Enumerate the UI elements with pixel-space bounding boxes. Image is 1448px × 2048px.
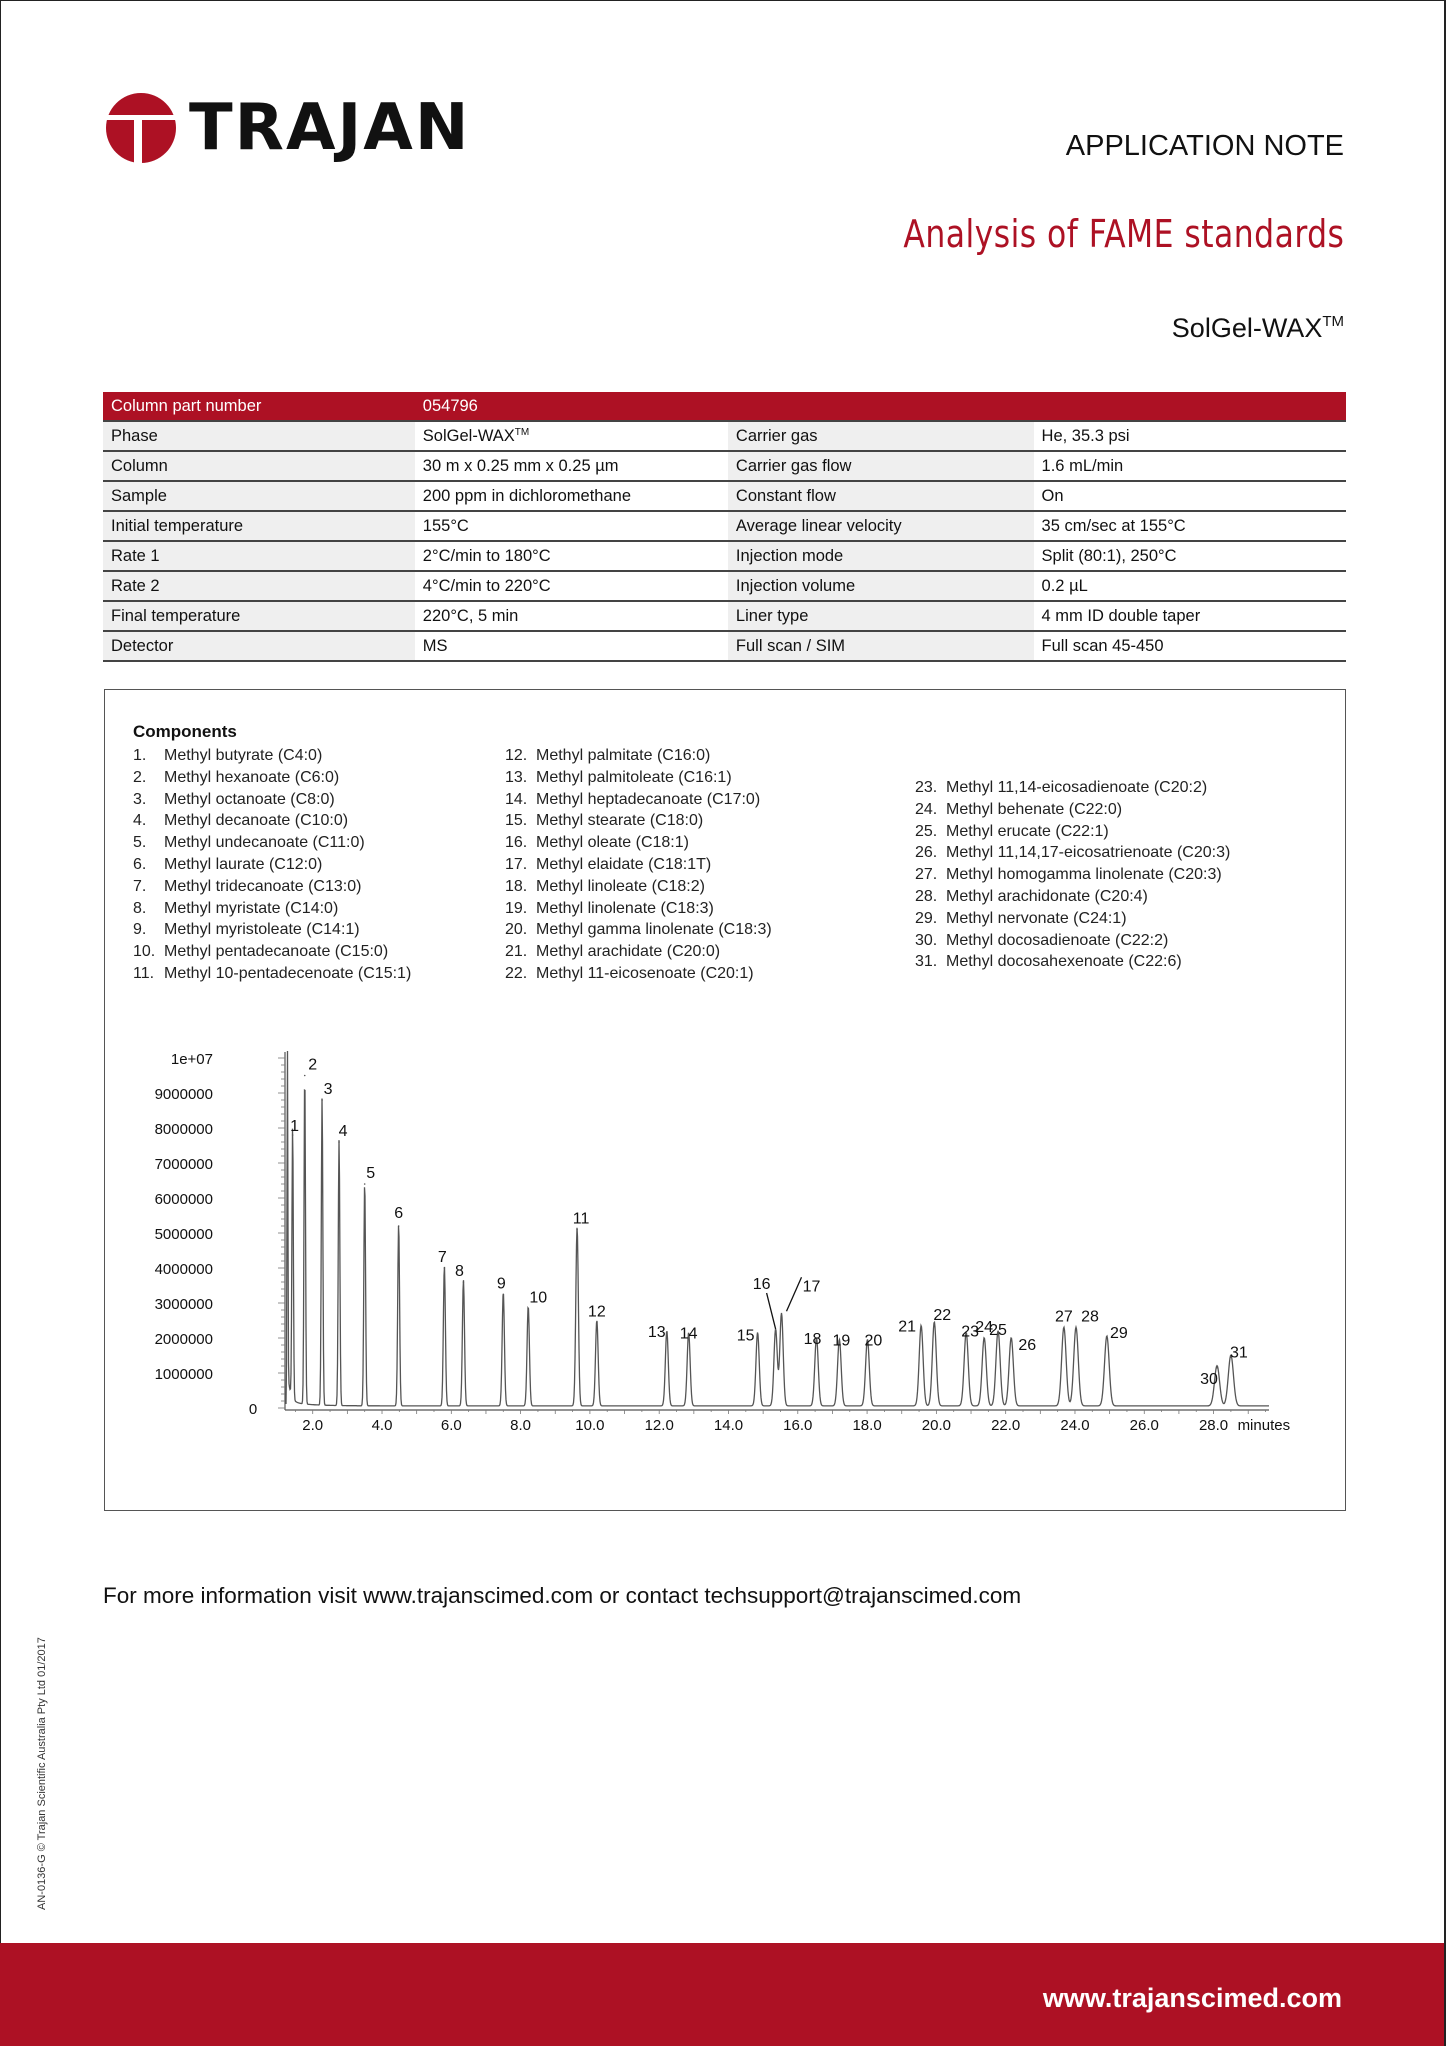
table-row <box>103 511 1346 541</box>
param-value-2 <box>1034 601 1346 631</box>
component-name: Methyl 11,14,17-eicosatrienoate (C20:3) <box>946 844 1231 862</box>
x-tick-label: 12.0 <box>644 1417 674 1434</box>
component-name: Methyl erucate (C22:1) <box>946 822 1109 840</box>
param-label-2 <box>728 571 1034 601</box>
param-value-text: 155°C <box>422 516 469 535</box>
param-label-text: Phase <box>111 426 158 445</box>
param-value <box>415 541 728 571</box>
component-name: Methyl behenate (C22:0) <box>946 800 1123 818</box>
page-title: Analysis of FAME standards <box>902 212 1344 256</box>
param-label <box>103 541 415 571</box>
param-label-text: Initial temperature <box>111 516 244 535</box>
param-value-text: 4°C/min to 220°C <box>422 576 551 595</box>
peak-apex-10 <box>527 1307 529 1309</box>
peak-label: 5 <box>366 1165 376 1182</box>
document-code: AN-0136-G © Trajan Scientific Australia Pty Ltd 01/2017 <box>36 1637 48 1910</box>
peak-label: 24 <box>975 1318 994 1336</box>
peak-label: 27 <box>1054 1308 1073 1326</box>
param-label <box>103 421 415 451</box>
table-row <box>103 541 1346 571</box>
param-label <box>103 571 415 601</box>
y-tick-label: 2000000 <box>154 1331 213 1348</box>
component-name: Methyl docosadienoate (C22:2) <box>946 931 1169 949</box>
footer-website-link[interactable]: www.trajanscimed.com <box>1042 1983 1342 2013</box>
param-label-2-text: Liner type <box>735 606 809 625</box>
component-number: 23. <box>915 779 938 796</box>
param-value-text: 30 m x 0.25 mm x 0.25 µm <box>422 456 619 475</box>
peak-apex-6 <box>398 1225 400 1227</box>
param-label-2-text: Carrier gas flow <box>735 456 852 475</box>
component-number: 15. <box>505 812 528 830</box>
document-type: APPLICATION NOTE <box>1065 130 1344 162</box>
component-number: 20. <box>505 921 528 939</box>
component-name: Methyl arachidonate (C20:4) <box>946 887 1148 905</box>
component-number: 17. <box>505 855 528 873</box>
peak-label: 13 <box>647 1323 666 1341</box>
x-tick-label: 24.0 <box>1060 1417 1090 1434</box>
component-number: 11. <box>133 964 155 982</box>
param-value-text: 2°C/min to 180°C <box>422 546 551 565</box>
param-value-2-text: Split (80:1), 250°C <box>1041 546 1177 565</box>
peak-label: 23 <box>961 1323 980 1341</box>
peak-label: 7 <box>437 1249 447 1266</box>
param-label-2-text: Full scan / SIM <box>735 636 846 655</box>
component-name: Methyl decanoate (C10:0) <box>164 812 349 830</box>
param-label-text: Final temperature <box>111 606 241 625</box>
param-label-2 <box>728 631 1034 661</box>
y-tick-label: 9000000 <box>154 1086 213 1103</box>
peak-label: 29 <box>1109 1325 1128 1342</box>
component-number: 14. <box>505 790 528 808</box>
peak-label: 30 <box>1200 1370 1218 1388</box>
component-number: 5. <box>133 834 147 852</box>
table-row <box>103 421 1346 451</box>
y-tick-label: 7000000 <box>154 1156 213 1173</box>
x-tick-label: 10.0 <box>575 1417 605 1434</box>
param-value-text: 220°C, 5 min <box>422 606 519 625</box>
component-number: 28. <box>915 887 938 905</box>
component-name: Methyl docosahexenoate (C22:6) <box>946 953 1182 971</box>
peak-apex-11 <box>576 1229 578 1231</box>
table-row <box>103 481 1346 511</box>
param-label <box>103 451 415 481</box>
param-label-text: Rate 2 <box>111 576 160 595</box>
peak-label: 4 <box>338 1123 348 1140</box>
component-number: 9. <box>133 921 147 939</box>
peak-apex-26 <box>1010 1339 1012 1341</box>
x-axis-label: minutes <box>1237 1417 1291 1434</box>
param-value-2 <box>1034 571 1346 601</box>
peak-label: 1 <box>290 1118 300 1135</box>
param-label-2 <box>728 511 1034 541</box>
y-tick-label: 3000000 <box>154 1296 213 1313</box>
component-number: 21. <box>505 943 528 961</box>
peak-apex-17 <box>781 1314 783 1316</box>
param-label-2 <box>728 481 1034 511</box>
x-tick-label: 20.0 <box>921 1417 951 1434</box>
param-label <box>103 481 415 511</box>
y-tick-label: 8000000 <box>154 1121 213 1138</box>
header-spacer <box>728 392 1034 421</box>
param-label-2-text: Injection volume <box>735 576 856 595</box>
subtitle-text: SolGel-WAX <box>1171 313 1323 343</box>
param-label-text: Rate 1 <box>111 546 160 565</box>
chromatogram-trace <box>286 1051 1269 1406</box>
param-value-2 <box>1034 451 1346 481</box>
param-label-2-text: Constant flow <box>735 486 836 505</box>
x-tick-label: 28.0 <box>1198 1417 1229 1434</box>
param-label-2-text: Average linear velocity <box>735 516 902 535</box>
param-value-2-text: 35 cm/sec at 155°C <box>1041 516 1186 535</box>
component-name: Methyl linolenate (C18:3) <box>536 899 714 917</box>
param-value-2 <box>1034 631 1346 661</box>
component-number: 30. <box>915 931 938 949</box>
y-tick-label: 4000000 <box>154 1261 213 1278</box>
param-label <box>103 601 415 631</box>
param-value-2 <box>1034 481 1346 511</box>
param-value <box>415 631 728 661</box>
param-value-text: MS <box>422 636 448 655</box>
x-tick-label: 8.0 <box>510 1417 532 1434</box>
peak-label: 28 <box>1081 1308 1099 1326</box>
peak-label: 15 <box>736 1327 755 1345</box>
component-name: Methyl palmitate (C16:0) <box>536 747 711 764</box>
peak-label: 26 <box>1018 1336 1037 1354</box>
peak-apex-4 <box>338 1141 340 1143</box>
component-number: 6. <box>133 855 147 873</box>
y-tick-label: 5000000 <box>154 1226 213 1243</box>
component-name: Methyl linoleate (C18:2) <box>536 877 705 895</box>
peak-apex-24 <box>983 1339 985 1341</box>
peak-label: 18 <box>803 1330 822 1348</box>
peak-apex-30 <box>1216 1367 1218 1369</box>
peak-label: 31 <box>1229 1344 1248 1362</box>
component-number: 16. <box>505 834 528 852</box>
param-value <box>415 421 728 451</box>
peak-label: 17 <box>802 1278 821 1296</box>
peak-apex-5 <box>364 1183 366 1185</box>
param-value-2 <box>1034 421 1346 451</box>
component-number: 7. <box>133 877 147 895</box>
peak-label: 16 <box>752 1276 771 1293</box>
peak-apex-12 <box>596 1321 598 1323</box>
param-value-2-text: 1.6 mL/min <box>1041 456 1124 475</box>
x-tick-label: 16.0 <box>783 1417 813 1434</box>
peak-label: 21 <box>898 1318 917 1336</box>
peak-label: 3 <box>323 1081 333 1098</box>
peak-apex-28 <box>1075 1328 1077 1330</box>
peak-label: 10 <box>529 1289 548 1307</box>
component-number: 18. <box>505 877 528 895</box>
param-label <box>103 631 415 661</box>
param-value-2 <box>1034 541 1346 571</box>
param-label-text: Detector <box>111 636 174 655</box>
y-tick-label: 1e+07 <box>170 1051 213 1068</box>
peak-17-leader-line <box>787 1277 802 1311</box>
component-name: Methyl laurate (C12:0) <box>164 855 323 873</box>
component-name: Methyl gamma linolenate (C18:3) <box>536 921 772 939</box>
component-name: Methyl hexanoate (C6:0) <box>164 768 340 786</box>
column-part-number-label: Column part number <box>103 392 415 421</box>
peak-label: 8 <box>454 1263 464 1280</box>
peak-16-leader-line <box>767 1293 776 1329</box>
param-label <box>103 511 415 541</box>
x-tick-label: 26.0 <box>1129 1417 1159 1434</box>
y-tick-label: 6000000 <box>154 1191 213 1208</box>
peak-apex-13 <box>666 1332 668 1334</box>
component-name: Methyl heptadecanoate (C17:0) <box>536 790 761 808</box>
param-label-2 <box>728 601 1034 631</box>
x-tick-label: 4.0 <box>371 1417 393 1434</box>
peak-label: 2 <box>308 1056 318 1074</box>
param-value-2-text: Full scan 45-450 <box>1041 636 1164 655</box>
peak-label: 14 <box>679 1325 698 1343</box>
method-parameters-table <box>103 392 1346 662</box>
table-header-row <box>103 392 1346 421</box>
column-part-number-value: 054796 <box>415 392 728 421</box>
peak-apex-3 <box>321 1099 323 1101</box>
component-name: Methyl 11,14-eicosadienoate (C20:2) <box>946 779 1208 796</box>
x-tick-label: 18.0 <box>852 1417 882 1434</box>
component-number: 25. <box>915 822 938 840</box>
component-name: Methyl pentadecanoate (C15:0) <box>164 943 389 961</box>
peak-label: 20 <box>864 1332 883 1350</box>
peak-apex-7 <box>444 1267 446 1269</box>
param-value <box>415 481 728 511</box>
component-name: Methyl oleate (C18:1) <box>536 834 689 852</box>
component-number: 2. <box>133 768 147 786</box>
param-label-2 <box>728 541 1034 571</box>
x-tick-label: 22.0 <box>991 1417 1021 1434</box>
param-label-2-text: Carrier gas <box>735 426 818 445</box>
component-number: 29. <box>915 909 938 927</box>
component-name: Methyl butyrate (C4:0) <box>164 747 323 764</box>
peak-apex-15 <box>757 1334 759 1336</box>
param-value-2-text: On <box>1041 486 1064 505</box>
peak-label: 22 <box>933 1307 952 1324</box>
param-label-2 <box>728 421 1034 451</box>
component-number: 27. <box>915 866 938 884</box>
footer-band <box>0 1943 1444 2046</box>
component-number: 13. <box>505 768 528 786</box>
trademark-mark: TM <box>1322 313 1344 330</box>
header-spacer <box>1034 392 1346 421</box>
component-name: Methyl myristoleate (C14:1) <box>164 921 360 939</box>
product-subtitle <box>1172 313 1344 344</box>
table-row <box>103 571 1346 601</box>
peak-label: 19 <box>832 1332 851 1350</box>
x-tick-label: 2.0 <box>302 1417 324 1434</box>
peak-apex-21 <box>920 1327 922 1329</box>
param-value <box>415 601 728 631</box>
more-info-text: For more information visit www.trajanscimed.com or contact techsupport@trajanscimed.com <box>103 1583 1022 1608</box>
component-name: Methyl tridecanoate (C13:0) <box>164 877 362 895</box>
param-value-2-text: 0.2 µL <box>1041 576 1088 595</box>
param-label-text: Column <box>111 456 168 475</box>
component-name: Methyl 10-pentadecenoate (C15:1) <box>164 964 412 982</box>
peak-apex-9 <box>502 1293 504 1295</box>
component-name: Methyl 11-eicosenoate (C20:1) <box>536 964 754 982</box>
param-value-text: SolGel-WAX <box>422 426 515 445</box>
param-label-2-text: Injection mode <box>735 546 844 565</box>
component-number: 12. <box>505 747 528 764</box>
component-name: Methyl octanoate (C8:0) <box>164 790 335 808</box>
trajan-logo <box>103 90 471 166</box>
param-label-2 <box>728 451 1034 481</box>
param-value-2-text: He, 35.3 psi <box>1041 426 1130 445</box>
component-number: 26. <box>915 844 938 862</box>
peak-label: 25 <box>989 1321 1007 1339</box>
param-value-text: 200 ppm in dichloromethane <box>422 486 632 505</box>
peak-label: 9 <box>496 1275 506 1293</box>
param-value <box>415 571 728 601</box>
component-name: Methyl palmitoleate (C16:1) <box>536 768 732 786</box>
peak-label: 11 <box>572 1210 590 1228</box>
peak-apex-2 <box>304 1075 306 1077</box>
chromatogram-panel <box>104 689 1346 1511</box>
component-number: 19. <box>505 899 528 917</box>
chromatogram-chart <box>105 690 1345 1510</box>
component-name: Methyl myristate (C14:0) <box>164 899 339 917</box>
component-name: Methyl stearate (C18:0) <box>536 812 704 830</box>
peak-apex-8 <box>463 1281 465 1283</box>
component-name: Methyl elaidate (C18:1T) <box>536 855 712 873</box>
param-value <box>415 451 728 481</box>
components-title: Components <box>133 722 237 741</box>
component-number: 1. <box>133 747 147 764</box>
peak-apex-27 <box>1063 1328 1065 1330</box>
y-tick-label: 1000000 <box>154 1366 213 1383</box>
x-tick-label: 6.0 <box>440 1417 462 1434</box>
peak-apex-16 <box>775 1330 777 1332</box>
component-name: Methyl homogamma linolenate (C20:3) <box>946 866 1222 884</box>
trademark-mark: TM <box>514 426 530 438</box>
table-row <box>103 601 1346 631</box>
table-row <box>103 631 1346 661</box>
peak-apex-29 <box>1106 1337 1108 1339</box>
trajan-logo-icon <box>103 90 179 166</box>
y-tick-label: 0 <box>248 1401 258 1418</box>
param-value <box>415 511 728 541</box>
component-number: 3. <box>133 790 147 808</box>
logo-wordmark: TRAJAN <box>189 91 471 165</box>
peak-label: 12 <box>587 1303 606 1321</box>
component-number: 24. <box>915 800 938 818</box>
component-name: Methyl nervonate (C24:1) <box>946 909 1127 927</box>
component-name: Methyl arachidate (C20:0) <box>536 943 721 961</box>
param-label-text: Sample <box>111 486 167 505</box>
param-value-2-text: 4 mm ID double taper <box>1041 606 1201 625</box>
param-value-2 <box>1034 511 1346 541</box>
table-row <box>103 451 1346 481</box>
x-tick-label: 14.0 <box>713 1417 744 1434</box>
component-number: 4. <box>133 812 147 830</box>
component-number: 31. <box>915 953 938 971</box>
component-number: 22. <box>505 964 528 982</box>
peak-label: 6 <box>394 1205 404 1222</box>
component-number: 8. <box>133 899 147 917</box>
component-number: 10. <box>133 943 156 961</box>
component-name: Methyl undecanoate (C11:0) <box>164 834 365 852</box>
